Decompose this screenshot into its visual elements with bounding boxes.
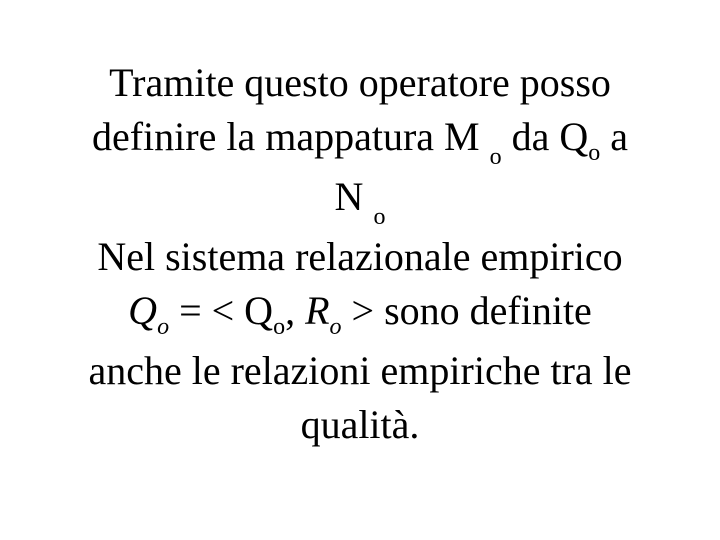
text-line-6: anche le relazioni empiriche tra le (88, 348, 632, 393)
slide-text (20, 56, 700, 452)
italic-symbol: Q (128, 288, 158, 333)
text-line-2 (20, 110, 700, 170)
subscript: o (329, 314, 342, 340)
text-line-1: Tramite questo operatore posso (109, 60, 611, 105)
subscript: o (489, 144, 502, 170)
text-segment: a (600, 114, 629, 159)
text-line-7: qualità. (300, 402, 420, 447)
subscript: o (373, 204, 386, 230)
subscript: o (157, 314, 170, 340)
text-segment: definire la mappatura M (91, 114, 480, 159)
italic-symbol: R (305, 288, 330, 333)
text-segment: , (285, 288, 306, 333)
text-segment: da Q (501, 114, 589, 159)
text-segment: > sono definite (341, 288, 592, 333)
text-segment: = < Q (169, 288, 274, 333)
subscript: o (588, 140, 601, 166)
text-line-3 (20, 170, 700, 230)
text-line-4: Nel sistema relazionale empirico (97, 234, 623, 279)
subscript: o (273, 314, 286, 340)
text-segment: N (334, 174, 364, 219)
text-line-5 (20, 284, 700, 344)
